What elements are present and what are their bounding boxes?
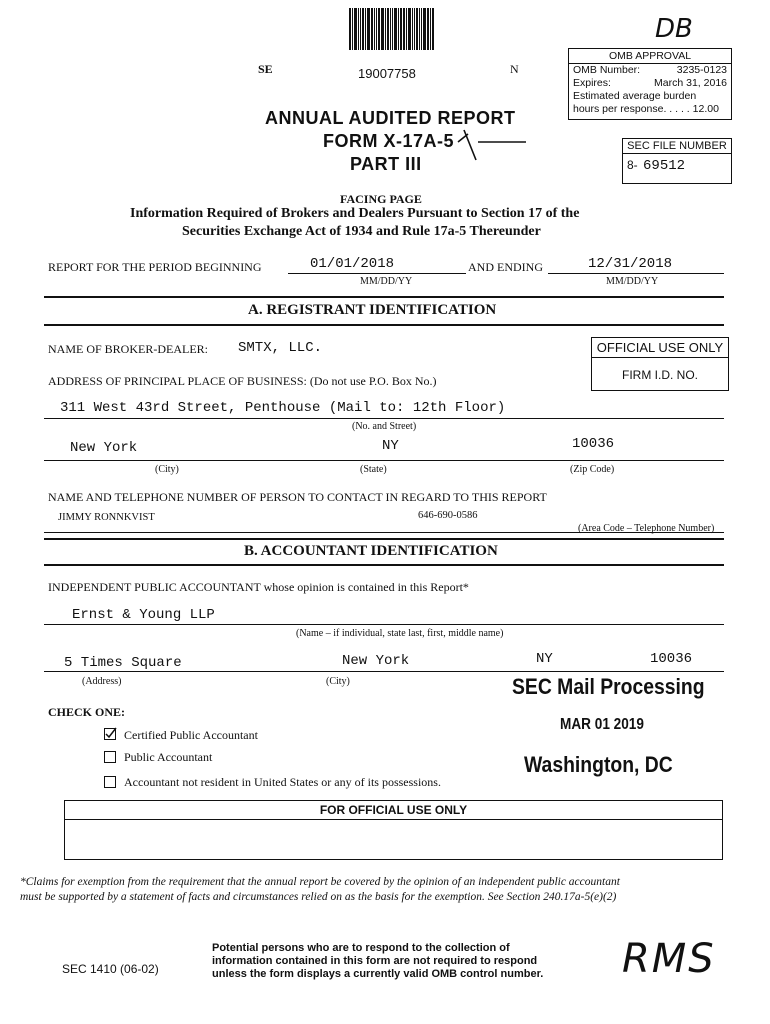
address-caption: (Address): [82, 676, 122, 687]
barcode-bar: [419, 8, 420, 50]
barcode-bar: [367, 8, 370, 50]
state-caption: (State): [360, 464, 387, 475]
footnote-line1: *Claims for exemption from the requirement that the annual report be covered by the opinion of an independent public accountant: [20, 876, 620, 888]
non-resident-accountant-label: Accountant not resident in United States or any of its possessions.: [124, 775, 441, 789]
omb-number: 3235-0123: [676, 64, 727, 76]
barcode-bar: [376, 8, 377, 50]
broker-dealer-label: NAME OF BROKER-DEALER:: [48, 342, 209, 356]
barcode-bar: [381, 8, 384, 50]
barcode-bar: [416, 8, 418, 50]
accountant-state: NY: [536, 651, 553, 667]
barcode-bar: [403, 8, 405, 50]
barcode-bar: [406, 8, 407, 50]
barcode-bar: [354, 8, 357, 50]
omb-burden-line2: hours per response. . . . . 12.00: [573, 103, 719, 115]
barcode-bar: [412, 8, 413, 50]
sec-file-number-box: [622, 138, 732, 184]
accountant-value: Ernst & Young LLP: [72, 607, 215, 623]
title-line3: PART III: [350, 154, 422, 174]
barcode-bar: [360, 8, 361, 50]
phone-caption: (Area Code – Telephone Number): [578, 523, 715, 534]
accountant-city: New York: [342, 653, 410, 669]
for-official-use-title: FOR OFFICIAL USE ONLY: [65, 801, 722, 820]
certified-public-accountant-checkbox[interactable]: [104, 728, 116, 740]
omb-expires: March 31, 2016: [654, 77, 727, 89]
barcode-bar: [398, 8, 399, 50]
n-mark: N: [510, 62, 519, 76]
barcode-bar: [371, 8, 373, 50]
barcode-bar: [385, 8, 386, 50]
contact-name: JIMMY RONNKVIST: [58, 512, 155, 523]
section-a-heading: A. REGISTRANT IDENTIFICATION: [248, 302, 497, 318]
city-caption: (City): [155, 464, 179, 475]
barcode-bar: [421, 8, 422, 50]
non-resident-accountant-checkbox[interactable]: [104, 776, 116, 788]
public-accountant-checkbox[interactable]: [104, 751, 116, 763]
sec-file-prefix: 8-: [627, 158, 638, 172]
omb-approval-box: [568, 48, 732, 120]
accountant-label: INDEPENDENT PUBLIC ACCOUNTANT whose opinion is contained in this Report*: [48, 580, 469, 594]
contact-label: NAME AND TELEPHONE NUMBER OF PERSON TO CONTACT IN REGARD TO THIS REPORT: [48, 490, 547, 504]
sec-file-number: 69512: [643, 158, 686, 174]
city-value: New York: [70, 440, 138, 456]
stamp-date: MAR 01 2019: [560, 716, 644, 733]
barcode-bar: [390, 8, 391, 50]
for-official-use-box: [64, 800, 723, 860]
section-b-heading: B. ACCOUNTANT IDENTIFICATION: [244, 543, 498, 559]
zip-caption: (Zip Code): [570, 464, 615, 475]
omb-expires-label: Expires:: [573, 77, 611, 89]
stamp-mail-processing: SEC Mail Processing: [512, 674, 705, 699]
official-use-title: OFFICIAL USE ONLY: [592, 338, 728, 358]
period-format-begin: MM/DD/YY: [360, 276, 413, 287]
address-label: ADDRESS OF PRINCIPAL PLACE OF BUSINESS: (Do not use P.O. Box No.): [48, 374, 437, 388]
check-one-label: CHECK ONE:: [48, 705, 126, 719]
omb-number-label: OMB Number:: [573, 64, 641, 76]
sec-file-title: SEC FILE NUMBER: [623, 139, 731, 154]
city-caption-b: (City): [326, 676, 350, 687]
handwritten-signature: RMS: [622, 936, 716, 982]
barcode-bar: [374, 8, 375, 50]
checkmark-icon: [104, 726, 118, 740]
barcode-bar: [352, 8, 353, 50]
accountant-address: 5 Times Square: [64, 655, 182, 671]
document-number: 19007758: [358, 66, 416, 81]
se-mark: SE: [258, 62, 273, 76]
barcode-bar: [392, 8, 393, 50]
barcode-bar: [408, 8, 411, 50]
period-ending-label: AND ENDING: [468, 260, 543, 274]
state-value: NY: [382, 438, 399, 454]
barcode-bar: [400, 8, 402, 50]
period-end-value: 12/31/2018: [588, 256, 673, 272]
barcode-bar: [349, 8, 351, 50]
public-accountant-label: Public Accountant: [124, 750, 213, 764]
official-use-box: [591, 337, 729, 391]
barcode-bar: [358, 8, 359, 50]
firm-id-label: FIRM I.D. NO.: [622, 368, 698, 382]
barcode-bar: [432, 8, 434, 50]
barcode-bar: [414, 8, 415, 50]
accountant-zip: 10036: [650, 651, 693, 667]
barcode-bar: [427, 8, 429, 50]
barcode: [349, 8, 439, 50]
contact-phone: 646-690-0586: [418, 510, 478, 521]
facing-line2: Securities Exchange Act of 1934 and Rule 17a-5 Thereunder: [182, 224, 541, 239]
facing-line1: Information Required of Brokers and Dealers Pursuant to Section 17 of the: [130, 206, 580, 221]
barcode-bar: [423, 8, 426, 50]
handwritten-initials: DB: [655, 14, 693, 44]
barcode-bar: [394, 8, 397, 50]
period-format-end: MM/DD/YY: [606, 276, 659, 287]
footnote-line2: must be supported by a statement of facts and circumstances relied on as the basis for the exemption. See Section 240.17a-5(e)(2): [20, 891, 617, 903]
barcode-bar: [365, 8, 366, 50]
barcode-bar: [387, 8, 389, 50]
omb-title: OMB APPROVAL: [569, 49, 731, 64]
street-value: 311 West 43rd Street, Penthouse (Mail to: 12th Floor): [60, 400, 506, 416]
title-line2: FORM X-17A-5: [323, 131, 455, 151]
omb-burden-line1: Estimated average burden: [573, 90, 697, 102]
period-begin-value: 01/01/2018: [310, 256, 395, 272]
barcode-bar: [378, 8, 380, 50]
notice-line2: information contained in this form are not required to respond: [212, 955, 538, 967]
handwritten-check-mark: [450, 124, 530, 164]
barcode-bar: [362, 8, 364, 50]
stamp-location: Washington, DC: [524, 752, 673, 777]
name-caption: (Name – if individual, state last, first, middle name): [296, 628, 504, 639]
broker-dealer-value: SMTX, LLC.: [238, 340, 323, 356]
barcode-bar: [430, 8, 431, 50]
title-line1: ANNUAL AUDITED REPORT: [265, 108, 516, 128]
street-caption: (No. and Street): [352, 421, 417, 432]
zip-value: 10036: [572, 436, 615, 452]
period-beginning-label: REPORT FOR THE PERIOD BEGINNING: [48, 260, 262, 274]
certified-public-accountant-label: Certified Public Accountant: [124, 728, 258, 742]
facing-page-heading: FACING PAGE: [340, 192, 422, 206]
form-code: SEC 1410 (06-02): [62, 962, 159, 976]
notice-line1: Potential persons who are to respond to the collection of: [212, 942, 510, 954]
notice-line3: unless the form displays a currently valid OMB control number.: [212, 968, 544, 980]
